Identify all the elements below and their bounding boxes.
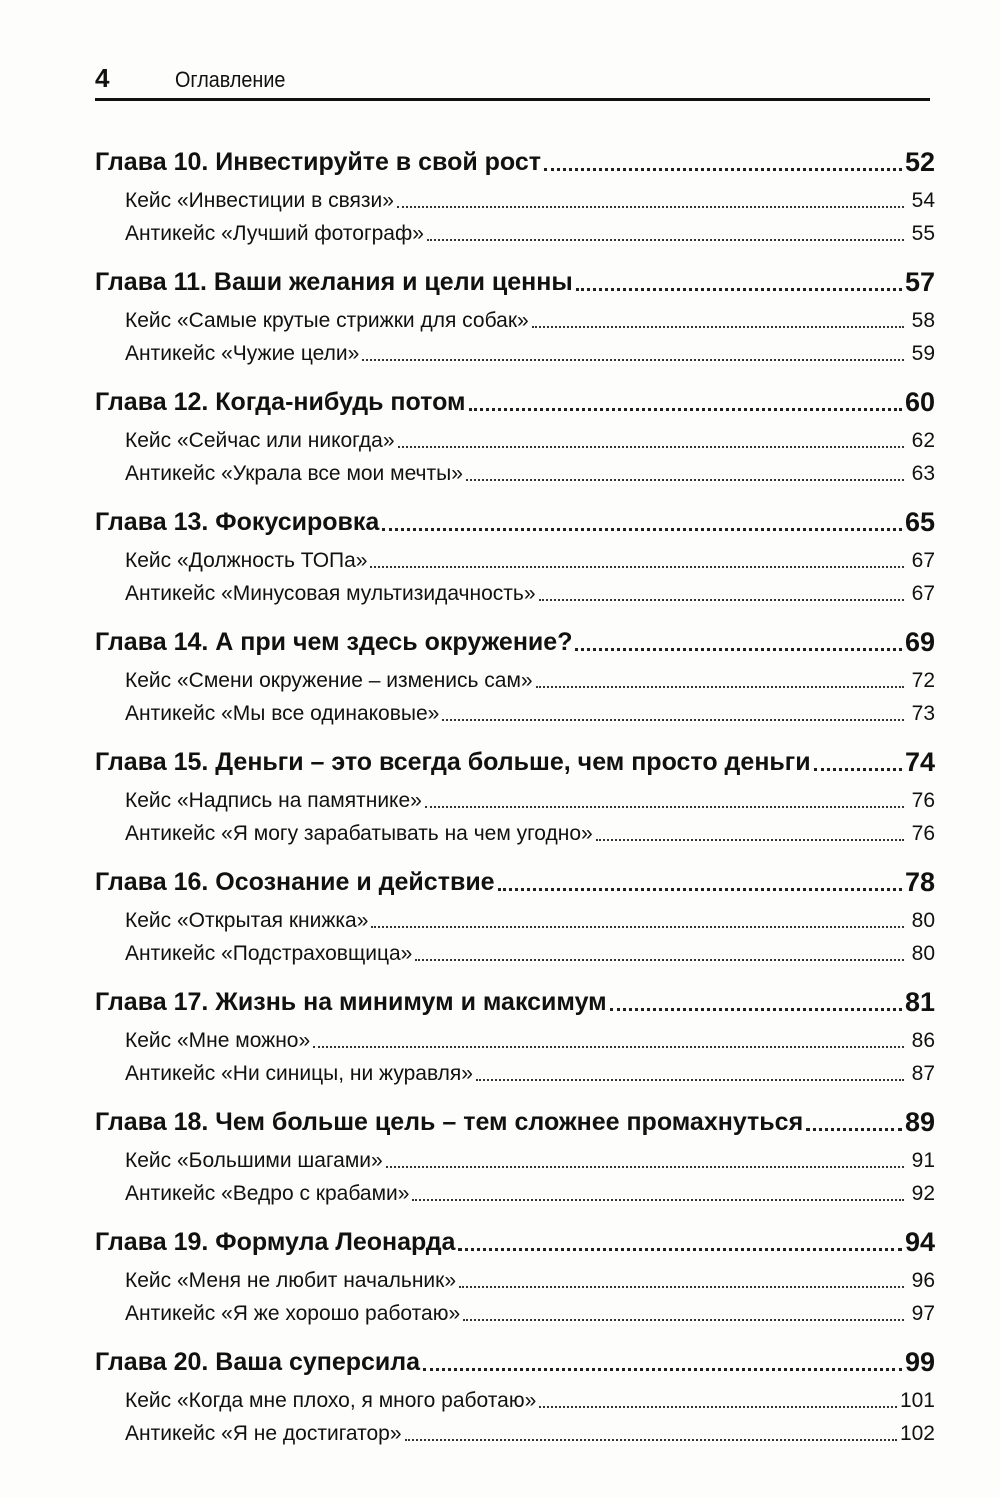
toc-case-entry-page: 97 [911, 1301, 935, 1325]
dot-leader [371, 926, 904, 928]
table-of-contents [95, 140, 935, 1460]
toc-case-entry-title: Антикейс «Чужие цели» [125, 341, 360, 365]
dot-leader [476, 1079, 904, 1081]
toc-chapter [95, 500, 935, 610]
dot-leader [466, 479, 904, 481]
toc-case-entry-page: 80 [911, 908, 935, 932]
toc-chapter-entry-page: 89 [904, 1106, 935, 1137]
toc-chapter-entry [95, 860, 935, 904]
toc-chapter [95, 740, 935, 850]
toc-case-entry-title: Кейс «Надпись на памятнике» [125, 788, 422, 812]
toc-chapter-entry-page: 99 [904, 1346, 935, 1377]
toc-case-entry-title: Кейс «Мне можно» [125, 1028, 311, 1052]
toc-case-entry [95, 1417, 935, 1450]
toc-case-entry-page: 86 [911, 1028, 935, 1052]
toc-case-entry [95, 577, 935, 610]
toc-chapter [95, 860, 935, 970]
toc-chapter-entry [95, 1100, 935, 1144]
toc-case-entry-title: Антикейс «Мы все одинаковые» [125, 701, 440, 725]
dot-leader [442, 719, 904, 721]
toc-chapter-entry [95, 140, 935, 184]
toc-case-entry-title: Антикейс «Минусовая мультизидачность» [125, 581, 536, 605]
toc-chapter [95, 620, 935, 730]
page-header [95, 58, 930, 101]
dot-leader [405, 1439, 897, 1441]
toc-chapter-entry-page: 81 [904, 986, 935, 1017]
toc-case-entry-title: Антикейс «Украла все мои мечты» [125, 461, 463, 485]
toc-case-entry-page: 58 [911, 308, 935, 332]
toc-case-entry [95, 1144, 935, 1177]
toc-chapter-entry [95, 740, 935, 784]
dot-leader [415, 959, 904, 961]
toc-case-entry-page: 80 [911, 941, 935, 965]
toc-case-entry-title: Кейс «Открытая книжка» [125, 908, 369, 932]
dot-leader [575, 648, 901, 651]
toc-case-entry-page: 63 [911, 461, 935, 485]
toc-case-entry [95, 424, 935, 457]
toc-case-entry-title: Кейс «Инвестиции в связи» [125, 188, 394, 212]
dot-leader [469, 408, 902, 411]
toc-case-entry [95, 1024, 935, 1057]
toc-chapter-entry-title: Глава 18. Чем больше цель – тем сложнее промахнуться [95, 1107, 804, 1136]
toc-case-entry-page: 67 [911, 548, 935, 572]
toc-chapter-entry-title: Глава 14. А при чем здесь окружение? [95, 627, 573, 656]
toc-case-entry [95, 1177, 935, 1210]
toc-case-entry-page: 96 [911, 1268, 935, 1292]
toc-case-entry [95, 304, 935, 337]
toc-case-entry-page: 59 [911, 341, 935, 365]
toc-chapter-entry-title: Глава 13. Фокусировка [95, 507, 380, 536]
toc-case-entry-title: Антикейс «Ни синицы, ни журавля» [125, 1061, 473, 1085]
toc-chapter [95, 1340, 935, 1450]
toc-case-entry [95, 337, 935, 370]
toc-case-entry [95, 784, 935, 817]
toc-case-entry [95, 457, 935, 490]
dot-leader [536, 686, 904, 688]
toc-chapter [95, 1220, 935, 1330]
toc-case-entry-page: 102 [899, 1421, 935, 1445]
dot-leader [463, 1319, 904, 1321]
toc-case-entry-title: Кейс «Должность ТОПа» [125, 548, 368, 572]
toc-case-entry [95, 1384, 935, 1417]
toc-case-entry-title: Кейс «Большими шагами» [125, 1148, 383, 1172]
toc-chapter-entry-page: 78 [904, 866, 935, 897]
toc-case-entry [95, 217, 935, 250]
toc-case-entry [95, 1297, 935, 1330]
toc-case-entry [95, 544, 935, 577]
toc-case-entry-title: Кейс «Меня не любит начальник» [125, 1268, 457, 1292]
toc-case-entry [95, 904, 935, 937]
toc-case-entry-page: 76 [911, 788, 935, 812]
toc-chapter-entry-title: Глава 19. Формула Леонарда [95, 1227, 456, 1256]
toc-chapter-entry-page: 65 [904, 506, 935, 537]
toc-case-entry-page: 87 [911, 1061, 935, 1085]
dot-leader [423, 1368, 902, 1371]
toc-chapter-entry [95, 260, 935, 304]
dot-leader [382, 528, 902, 531]
toc-case-entry [95, 697, 935, 730]
toc-case-entry-page: 92 [911, 1181, 935, 1205]
toc-case-entry-page: 76 [911, 821, 935, 845]
toc-case-entry-page: 62 [911, 428, 935, 452]
toc-chapter-entry-title: Глава 11. Ваши желания и цели ценны [95, 267, 573, 296]
toc-case-entry [95, 1057, 935, 1090]
toc-chapter-entry [95, 1340, 935, 1384]
dot-leader [370, 566, 904, 568]
dot-leader [397, 206, 904, 208]
toc-case-entry-title: Антикейс «Лучший фотограф» [125, 221, 424, 245]
toc-chapter-entry-title: Глава 20. Ваша суперсила [95, 1347, 421, 1376]
toc-chapter-entry-title: Глава 17. Жизнь на минимум и максимум [95, 987, 607, 1016]
toc-chapter-entry-page: 52 [904, 146, 935, 177]
dot-leader [458, 1248, 901, 1251]
toc-case-entry-page: 72 [911, 668, 935, 692]
dot-leader [459, 1286, 904, 1288]
toc-chapter-entry [95, 980, 935, 1024]
toc-chapter-entry-page: 74 [904, 746, 935, 777]
toc-chapter-entry [95, 500, 935, 544]
toc-case-entry-title: Кейс «Сейчас или никогда» [125, 428, 395, 452]
toc-case-entry-page: 91 [911, 1148, 935, 1172]
toc-case-entry-page: 73 [911, 701, 935, 725]
dot-leader [386, 1166, 904, 1168]
page-number: 4 [95, 63, 110, 93]
toc-case-entry-page: 67 [911, 581, 935, 605]
toc-case-entry-title: Антикейс «Я могу зарабатывать на чем угодно» [125, 821, 593, 845]
toc-chapter [95, 140, 935, 250]
dot-leader [814, 768, 902, 771]
dot-leader [576, 288, 902, 291]
toc-case-entry-title: Кейс «Смени окружение – изменись сам» [125, 668, 533, 692]
toc-case-entry-page: 54 [911, 188, 935, 212]
toc-chapter-entry-title: Глава 16. Осознание и действие [95, 867, 495, 896]
toc-chapter-entry-page: 57 [904, 266, 935, 297]
toc-chapter-entry [95, 620, 935, 664]
toc-chapter [95, 260, 935, 370]
dot-leader [610, 1008, 902, 1011]
dot-leader [544, 168, 902, 171]
toc-case-entry-title: Кейс «Когда мне плохо, я много работаю» [125, 1388, 537, 1412]
toc-case-entry [95, 937, 935, 970]
toc-case-entry [95, 664, 935, 697]
dot-leader [427, 239, 904, 241]
toc-chapter [95, 1100, 935, 1210]
toc-chapter [95, 980, 935, 1090]
dot-leader [596, 839, 904, 841]
toc-case-entry [95, 184, 935, 217]
dot-leader [532, 326, 904, 328]
toc-chapter-entry-page: 94 [904, 1226, 935, 1257]
toc-chapter-entry-title: Глава 12. Когда-нибудь потом [95, 387, 466, 416]
toc-case-entry-title: Антикейс «Подстраховщица» [125, 941, 413, 965]
dot-leader [539, 599, 904, 601]
toc-case-entry-page: 55 [911, 221, 935, 245]
toc-chapter-entry-title: Глава 15. Деньги – это всегда больше, чем просто деньги [95, 747, 811, 776]
toc-case-entry-title: Антикейс «Я не достигатор» [125, 1421, 402, 1445]
toc-chapter-entry-page: 69 [904, 626, 935, 657]
running-title: Оглавление [175, 67, 286, 92]
toc-case-entry-title: Кейс «Самые крутые стрижки для собак» [125, 308, 529, 332]
dot-leader [398, 446, 905, 448]
toc-case-entry-page: 101 [899, 1388, 935, 1412]
dot-leader [412, 1199, 904, 1201]
dot-leader [539, 1406, 897, 1408]
dot-leader [806, 1128, 902, 1131]
toc-case-entry-title: Антикейс «Ведро с крабами» [125, 1181, 410, 1205]
toc-case-entry-title: Антикейс «Я же хорошо работаю» [125, 1301, 461, 1325]
toc-chapter-entry [95, 380, 935, 424]
toc-case-entry [95, 817, 935, 850]
toc-chapter [95, 380, 935, 490]
toc-case-entry [95, 1264, 935, 1297]
toc-chapter-entry [95, 1220, 935, 1264]
dot-leader [425, 806, 904, 808]
dot-leader [498, 888, 902, 891]
dot-leader [313, 1046, 904, 1048]
toc-chapter-entry-page: 60 [904, 386, 935, 417]
toc-chapter-entry-title: Глава 10. Инвестируйте в свой рост [95, 147, 542, 176]
dot-leader [362, 359, 904, 361]
